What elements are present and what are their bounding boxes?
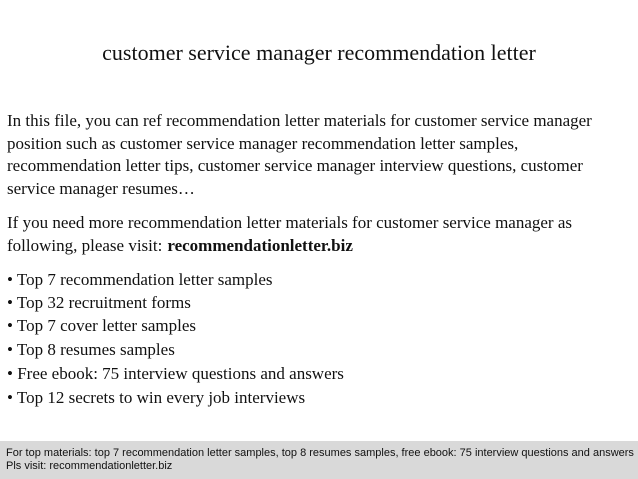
intro-line: In this file, you can ref recommendation letter materials for customer service manager <box>7 111 592 130</box>
intro-paragraph <box>7 110 635 200</box>
list-item: • Top 32 recruitment forms <box>7 292 191 312</box>
intro-line: position such as customer service manager recommendation letter samples, <box>7 133 519 153</box>
list-item: • Free ebook: 75 interview questions and answers <box>7 364 344 383</box>
list-item: • Top 12 secrets to win every job interviews <box>7 388 306 407</box>
main-content <box>7 110 635 410</box>
visit-prompt: following, please visit: <box>7 235 163 255</box>
intro-line: service manager resumes… <box>7 178 195 198</box>
list-item: • Top 8 resumes samples <box>7 340 175 359</box>
more-info-paragraph <box>7 212 635 257</box>
footer-bar <box>0 441 638 479</box>
intro-line: recommendation letter tips, customer service manager interview questions, customer <box>7 156 583 175</box>
footer-visit-text: Pls visit: recommendationletter.biz <box>6 460 173 472</box>
more-info-line-2 <box>7 235 635 258</box>
materials-list <box>7 269 635 410</box>
list-item: • Top 7 recommendation letter samples <box>7 270 273 289</box>
footer-text: For top materials: top 7 recommendation letter samples, top 8 resumes samples, free ebook: 75 interview questions and answers <box>6 447 634 459</box>
more-info-line: If you need more recommendation letter materials for customer service manager as <box>7 213 573 232</box>
list-item: • Top 7 cover letter samples <box>7 316 197 335</box>
page-title: customer service manager recommendation letter <box>102 40 536 65</box>
site-link[interactable]: recommendationletter.biz <box>167 235 353 255</box>
